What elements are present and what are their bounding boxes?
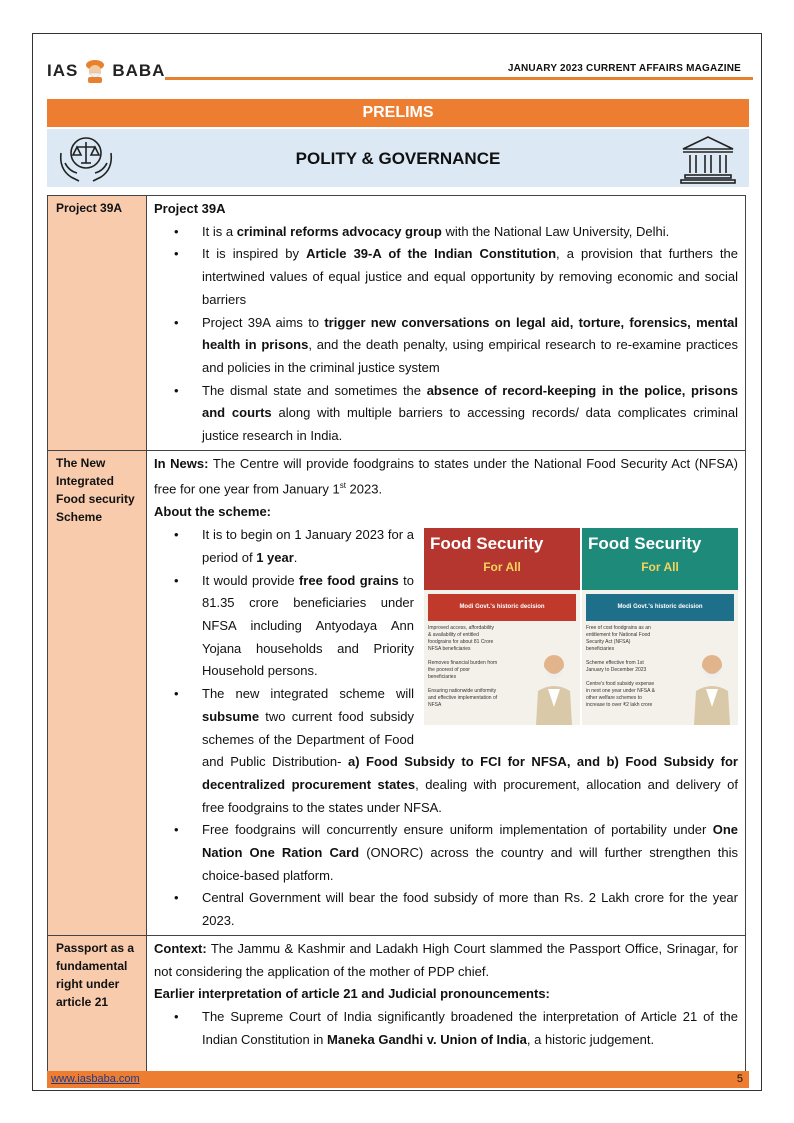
poster-item: Free of cost foodgrains as an entitlement for National Food Security Act (NFSA) beneficiaries: [586, 624, 651, 652]
topic-label: Project 39A: [48, 196, 147, 451]
poster-item: Improved access, affordability & availability of entitled foodgrains for about 81 Crore NFSA beneficiaries: [428, 624, 495, 652]
ias-baba-logo: [47, 57, 165, 85]
section-title: POLITY & GOVERNANCE: [295, 149, 501, 168]
bold-text: 1 year: [256, 549, 294, 565]
in-news-tail: 2023.: [345, 481, 383, 497]
text-run: , a provision that furthers the intertwined values of equal justice and equal opportunity by removing economic and social barriers: [202, 246, 738, 307]
table-row: [48, 196, 746, 451]
text-run: two current food subsidy schemes of the Department of Food and Public Distribution-: [202, 708, 414, 770]
bold-text: trigger new conversations on legal aid, torture, forensics, mental health in prisons: [202, 314, 738, 353]
context-paragraph: [154, 938, 738, 983]
table-row: [48, 450, 746, 935]
poster-subtitle: For All: [483, 560, 521, 575]
context-text: The Jammu & Kashmir and Ladakh High Court slammed the Passport Office, Srinagar, for not considering the application of the mother of PDP chief.: [154, 940, 738, 979]
magazine-title: JANUARY 2023 CURRENT AFFAIRS MAGAZINE: [507, 63, 741, 74]
text-run: to 81.35 crore beneficiaries under NFSA including Antyodaya Ann Yojana households and Priority Household persons.: [202, 572, 414, 679]
text-run: It is a: [202, 223, 237, 239]
poster-band: Modi Govt.'s historic decision: [586, 594, 734, 621]
poster-title: Food Security: [588, 534, 702, 554]
bold-text: One Nation One Ration Card: [202, 822, 738, 861]
bullet-item: [154, 312, 738, 380]
topic-heading: Project 39A: [154, 201, 226, 216]
earlier-heading: Earlier interpretation of article 21 and Judicial pronouncements:: [154, 986, 550, 1002]
poster-subtitle: For All: [641, 560, 679, 575]
text-run: It would provide: [202, 572, 299, 588]
topic-label: Passport as a fundamental right under article 21: [48, 935, 147, 1079]
context-label: Context:: [154, 940, 207, 956]
logo-text-right: BABA: [112, 61, 166, 80]
text-run: .: [293, 549, 298, 565]
poster-item: Ensuring nationwide uniformity and effective implementation of NFSA: [428, 687, 498, 708]
bullet-item: [154, 680, 738, 819]
bullet-item: [154, 221, 738, 244]
poster-item: Centre's food subsidy expense in next one year under NFSA & other welfare schemes to increase to over ₹2 lakh crore: [586, 680, 655, 708]
page-number: 5: [736, 1073, 743, 1085]
topic-content: [147, 196, 746, 451]
bold-text: Maneka Gandhi v. Union of India: [327, 1031, 527, 1047]
website-link[interactable]: www.iasbaba.com: [51, 1073, 140, 1085]
in-news-text: The Centre will provide foodgrains to states under the National Food Security Act (NFSA) free for one year from January 1: [154, 455, 738, 497]
bold-text: subsume: [202, 708, 260, 724]
poster-item: Scheme effective from 1st January to December 2023: [586, 659, 647, 673]
text-run: Project 39A aims to: [202, 314, 325, 330]
text-run: Free foodgrains will concurrently ensure uniform implementation of portability under: [202, 822, 713, 838]
logo-text-left: IAS: [47, 61, 79, 80]
poster-title: Food Security: [430, 534, 544, 554]
topic-content: [147, 450, 746, 935]
section-header: [47, 129, 749, 187]
bullet-item: [154, 243, 738, 311]
page-footer: [47, 1071, 749, 1088]
bullet-item: [154, 570, 738, 684]
page-header: [47, 55, 753, 85]
bold-text: absence of record-keeping in the police, prisons and courts: [202, 382, 738, 421]
bold-text: a) Food Subsidy to FCI for NFSA, and b) Food Subsidy for decentralized procurement states: [202, 754, 738, 792]
text-run: The dismal state and sometimes the: [202, 382, 427, 398]
government-building-icon: [677, 133, 739, 185]
bullet-list: [154, 221, 738, 448]
ordinal-suffix: st: [339, 481, 346, 491]
text-run: along with multiple barriers to accessing records/ data complicates criminal justice research in India.: [202, 405, 738, 444]
bullet-item: [154, 1006, 738, 1051]
topic-label: The New Integrated Food security Scheme: [48, 450, 147, 935]
bold-text: criminal reforms advocacy group: [236, 223, 442, 239]
bullet-item: [154, 380, 738, 448]
poster-item: Removes financial burden from the poorest of poor beneficiaries: [428, 659, 498, 680]
header-rule: [165, 77, 753, 80]
text-run: Central Government will bear the food subsidy of more than Rs. 2 Lakh crore for the year 2023.: [202, 890, 738, 929]
bold-text: free food grains: [298, 572, 399, 588]
text-run: , a historic judgement.: [526, 1031, 655, 1047]
bullet-list: [154, 1006, 738, 1051]
text-run: with the National Law University, Delhi.: [441, 223, 670, 239]
table-row: [48, 935, 746, 1079]
text-run: , dealing with procurement, allocation and delivery of free foodgrains to the states under NFSA.: [202, 776, 738, 815]
topic-content: [147, 935, 746, 1079]
text-run: It is inspired by: [202, 246, 307, 262]
bullet-item: [154, 887, 738, 932]
in-news-label: In News:: [154, 455, 209, 471]
about-heading: About the scheme:: [154, 504, 272, 520]
in-news-paragraph: [154, 453, 738, 502]
prelims-banner: PRELIMS: [47, 99, 749, 127]
text-run: , and the death penalty, using empirical research to re-examine practices and policies in the criminal justice system: [202, 337, 738, 375]
poster-band: Modi Govt.'s historic decision: [428, 594, 576, 621]
bullet-item: [154, 524, 738, 569]
topics-table: [47, 195, 746, 1080]
bullet-list: [154, 524, 738, 933]
bold-text: Article 39-A of the Indian Constitution: [306, 246, 557, 262]
text-run: It is to begin on 1 January 2023 for a period of: [202, 527, 414, 565]
text-run: The new integrated scheme will: [202, 686, 414, 702]
text-run: (ONORC) across the country and will further strengthen this choice-based platform.: [202, 845, 738, 883]
text-run: The Supreme Court of India significantly broadened the interpretation of Article 21 of the Indian Constitution in: [202, 1008, 738, 1047]
baba-mascot-icon: [82, 58, 108, 84]
bullet-item: [154, 819, 738, 887]
